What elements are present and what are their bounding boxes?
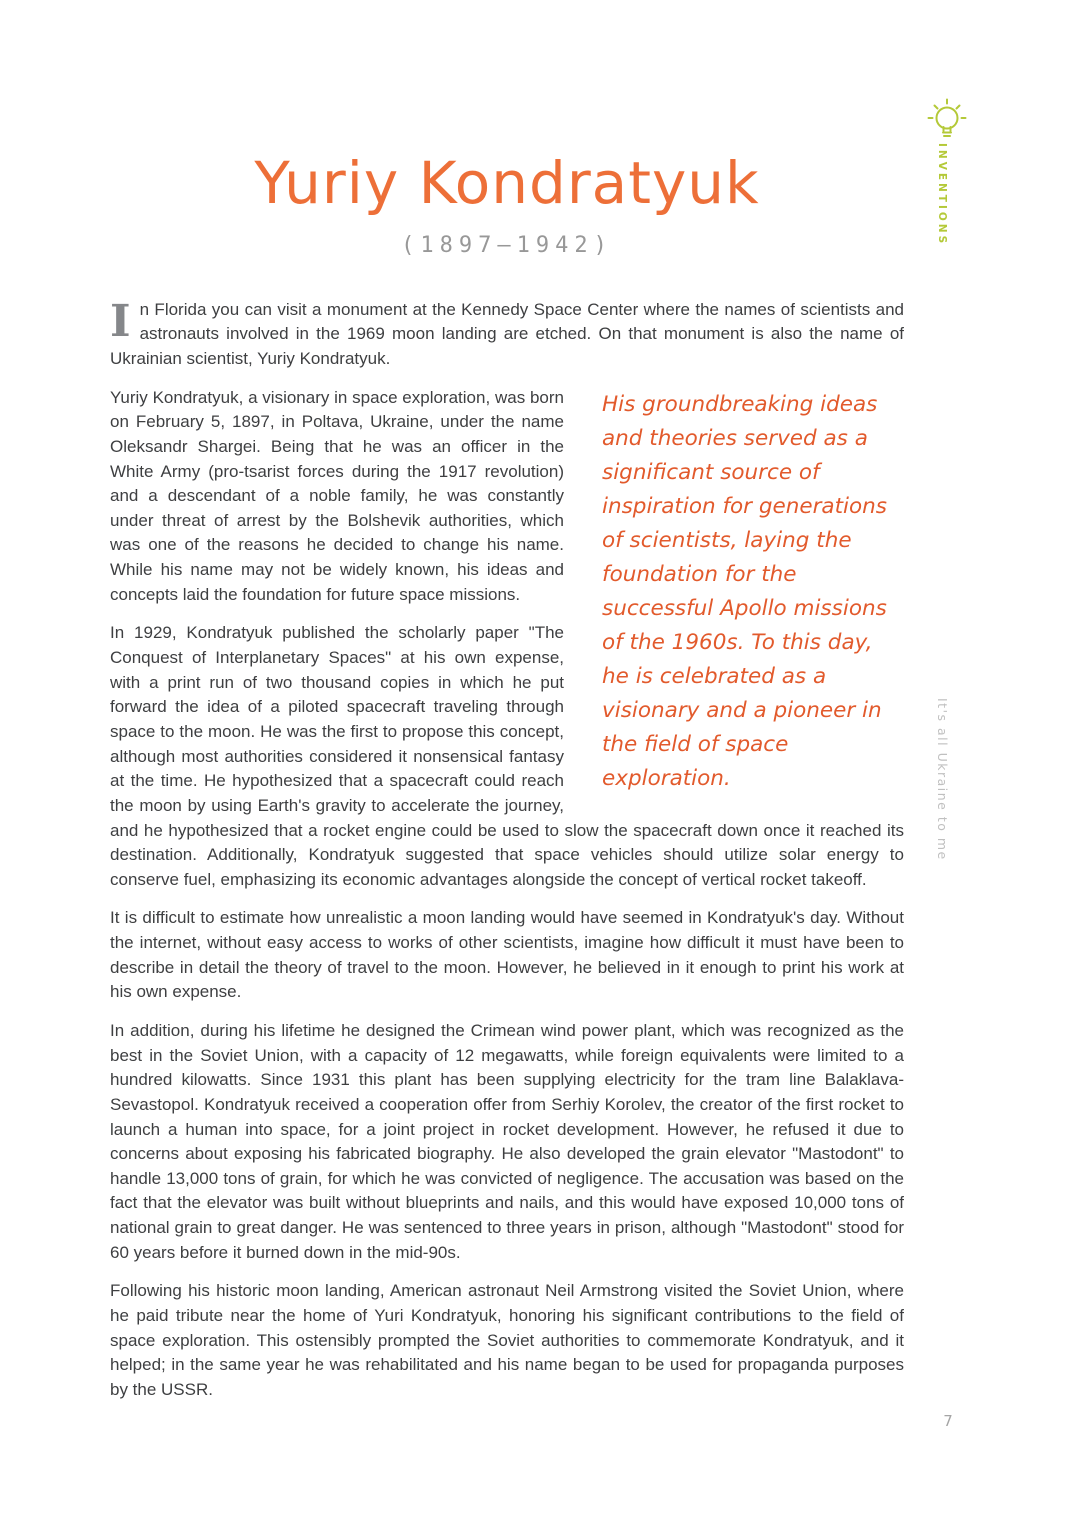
paragraph-moon-theory: It is difficult to estimate how unrealistic a moon landing would have seemed in Kondratyuk's day. Without the internet, without easy access to works of other scientists, imagine how difficult it must have been to describe in detail the theory of travel to the moon. However, he believed in it enough to print his work at his own expense. [110, 908, 904, 1002]
paragraph-conquest-paper: In 1929, Kondratyuk published the scholarly paper "The Conquest of Interplanetary Spaces" at his own expense, with a print run of two thousand copies in which he put forward the idea of a piloted spacecraft traveling through space to the moon. He was the first to propose this concept, although most authorities considered it nonsensical fantasy at the time. He hypothesized that a spacecraft could reach the moon by using Earth's gravity to accelerate the journey, and he hypothesized that a rocket engine could be used to slow the spacecraft down once it reached its destination. Additionally, Kondratyuk suggested that space vehicles should utilize solar energy to conserve fuel, emphasizing its economic advantages alongside the concept of vertical rocket takeoff. [110, 623, 904, 889]
sidebar-section-label: INVENTIONS [936, 143, 948, 247]
article-body [110, 295, 904, 1403]
paragraph-intro [110, 295, 904, 372]
paragraph-intro-text: n Florida you can visit a monument at the Kennedy Space Center where the names of scientists and astronauts involved in the 1969 moon landing are etched. On that monument is also the name of Ukrainian scientist, Yuriy Kondratyuk. [110, 299, 904, 368]
paragraph-biography: Yuriy Kondratyuk, a visionary in space exploration, was born on February 5, 1897, in Poltava, Ukraine, under the name Oleksandr Shargei. Being that he was an officer in the White Army (pro-tsarist forces during the 1917 revolution) and a descendant of a noble family, he was constantly under threat of arrest by the Bolshevik authorities, which was one of the reasons he decided to change his name. While his name may not be widely known, his ideas and concepts laid the foundation for future space missions. [110, 387, 564, 604]
sidebar-edition-tagline: It's all Ukraine to me [935, 698, 950, 861]
page-number: 7 [943, 1412, 953, 1430]
article-title: Yuriy Kondratyuk [254, 149, 760, 217]
drop-cap: I [110, 295, 131, 347]
paragraph-armstrong: Following his historic moon landing, American astronaut Neil Armstrong visited the Soviet Union, where he paid tribute near the home of Yuri Kondratyuk, honoring his significant contributions to the field of space exploration. This ostensibly prompted the Soviet authorities to commemorate Kondratyuk, and it helped; in the same year he was rehabilitated and his name began to be used for propaganda purposes by the USSR. [110, 1281, 904, 1399]
article-subtitle: (1897–1942) [401, 232, 613, 258]
article-content [110, 150, 904, 1417]
pull-quote: His groundbreaking ideas and theories served as a significant source of inspiration for generations of scientists, laying the foundation for the successful Apollo missions of the 1960s. To this day, he is celebrated as a visionary and a pioneer in the field of space exploration. [602, 391, 887, 791]
paragraph-inventions: In addition, during his lifetime he designed the Crimean wind power plant, which was recognized as the best in the Soviet Union, with a capacity of 12 megawatts, while foreign equivalents were limited to a hundred kilowatts. Since 1931 this plant has been supplying electricity for the tram line Balaklava-Sevastopol. Kondratyuk received a cooperation offer from Serhiy Korolev, the creator of the first rocket to launch a human into space, for a joint project in rocket development. However, he refused it due to concerns about exposing his fabricated biography. He also developed the grain elevator "Mastodont" to handle 13,000 tons of grain, for which he was convicted of negligence. The accusation was based on the fact that the elevator was built without blueprints and nails, and this would have exposed 10,000 tons of national grain to great danger. He was sentenced to three years in prison, although "Mastodont" stood for 60 years before it burned down in the mid-90s. [110, 1020, 904, 1262]
